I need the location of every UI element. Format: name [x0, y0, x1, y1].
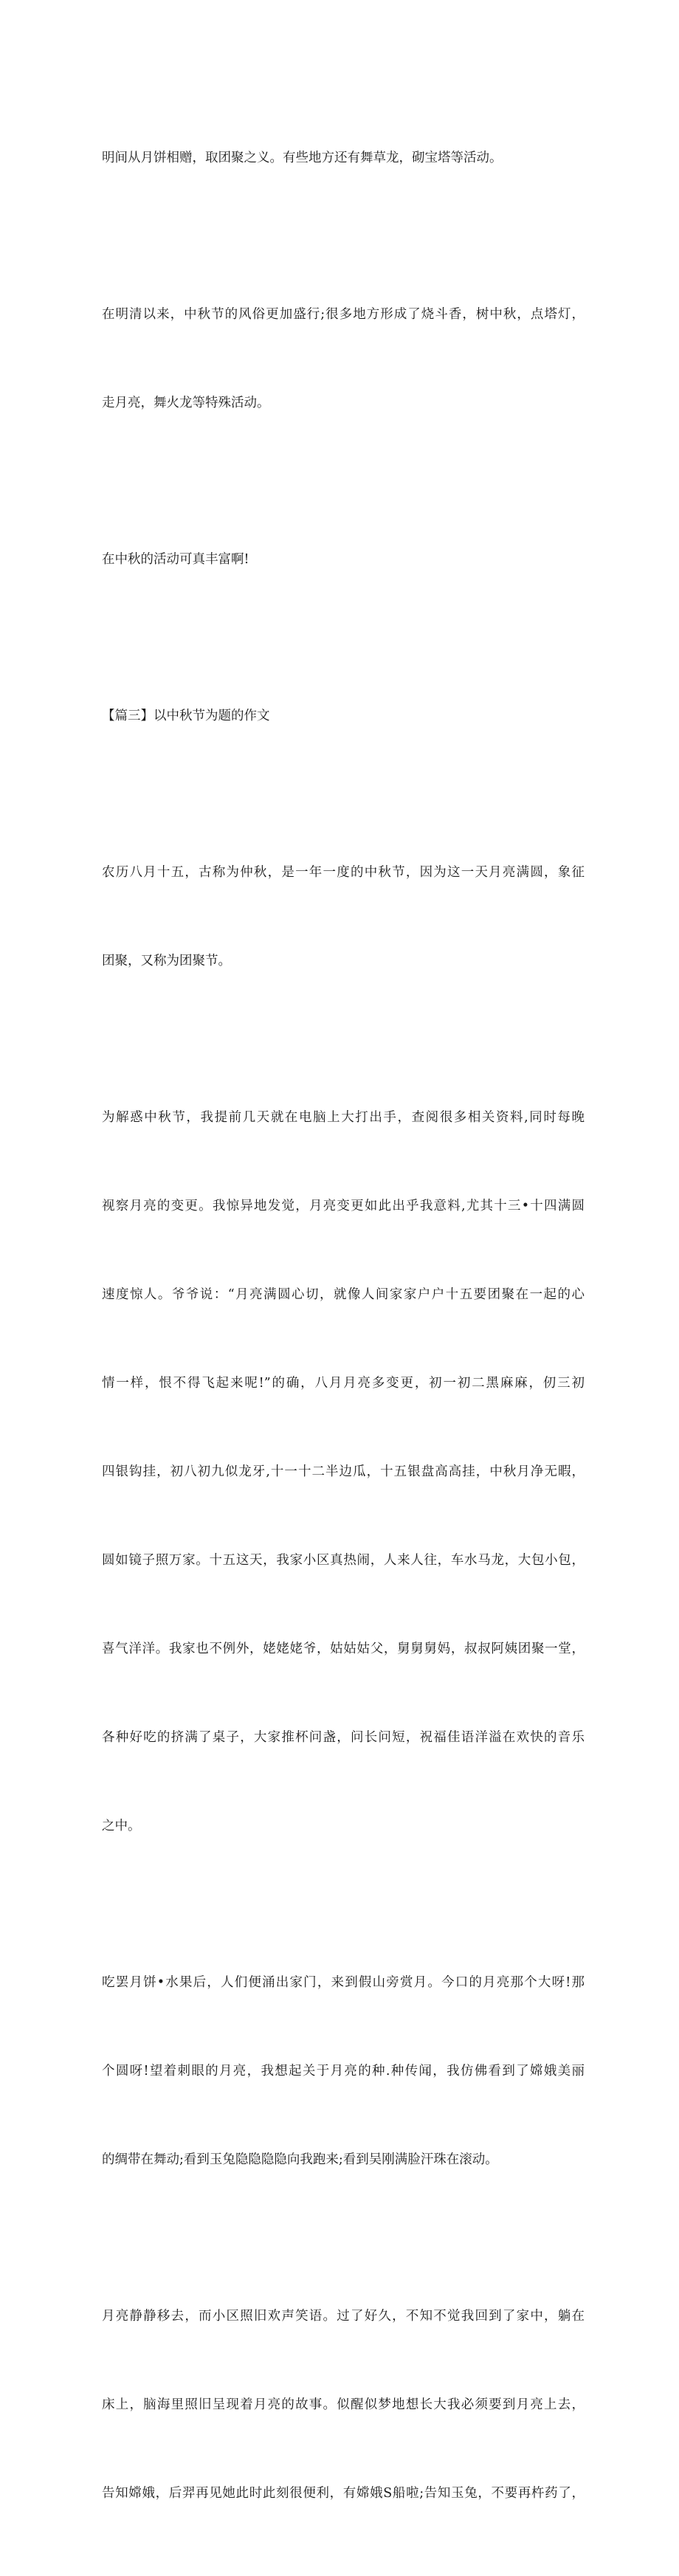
text-line: 告知嫦娥，后羿再见她此时此刻很便利，有嫦娥S船啦;告知玉兔，不要再杵药了， — [102, 2486, 585, 2501]
text-line: 明间从月饼相赠，取团聚之义。有些地方还有舞草龙，砌宝塔等活动。 — [102, 151, 503, 165]
text-line: 为解惑中秋节，我提前几天就在电脑上大打出手，查阅很多相关资料,同时每晚 — [102, 1110, 585, 1125]
article-body — [102, 84, 585, 2576]
text-line: 床上，脑海里照旧呈现着月亮的故事。似醒似梦地想长大我必须要到月亮上去， — [102, 2397, 585, 2412]
text-line: 的绸带在舞动;看到玉兔隐隐隐隐向我跑来;看到吴刚满脸汗珠在滚动。 — [102, 2152, 498, 2167]
paragraph-mooncake-gift — [102, 84, 585, 232]
text-line: 视察月亮的变更。我惊异地发觉，月亮变更如此出乎我意料,尤其十三•十四满圆 — [102, 1199, 585, 1213]
text-line: 速度惊人。爷爷说：“月亮满圆心切，就像人间家家户户十五要团聚在一起的心 — [102, 1287, 585, 1302]
text-line: 在中秋的活动可真丰富啊! — [102, 552, 249, 567]
text-line: 四银钩挂，初八初九似龙牙,十一十二半边瓜，十五银盘高高挂，中秋月净无暇， — [102, 1464, 585, 1479]
section-heading-part-three — [102, 642, 585, 790]
paragraph-research-moon — [102, 1044, 585, 1900]
text-line: 个圆呀!望着刺眼的月亮，我想起关于月亮的种.种传闻，我仿佛看到了嫦娥美丽 — [102, 2064, 585, 2079]
text-line: 农历八月十五，古称为仲秋，是一年一度的中秋节，因为这一天月亮满圆，象征 — [102, 865, 585, 880]
section-heading: 【篇三】以中秋节为题的作文 — [102, 709, 270, 723]
paragraph-dream-moon — [102, 2242, 585, 2567]
text-line: 月亮静静移去，而小区照旧欢声笑语。过了好久，不知不觉我回到了家中，躺在 — [102, 2309, 585, 2324]
text-line: 情一样，恨不得飞起来呢!”的确，八月月亮多变更，初一初二黑麻麻，仞三初 — [102, 1376, 585, 1391]
text-line: 在明清以来，中秋节的风俗更加盛行;很多地方形成了烧斗香，树中秋，点塔灯， — [102, 307, 585, 322]
text-line: 团聚，又称为团聚节。 — [102, 954, 231, 968]
text-line: 吃罢月饼•水果后，人们便涌出家门，来到假山旁赏月。今口的月亮那个大呀!那 — [102, 1975, 585, 1990]
paragraph-lunar-august — [102, 799, 585, 1035]
text-line: 之中。 — [102, 1819, 141, 1833]
text-line: 喜气洋洋。我家也不例外，姥姥姥爷，姑姑姑父，舅舅舅妈，叔叔阿姨团聚一堂， — [102, 1642, 585, 1656]
paragraph-ming-qing-customs — [102, 241, 585, 477]
paragraph-moon-viewing — [102, 1909, 585, 2234]
paragraph-activities-rich — [102, 486, 585, 633]
text-line: 各种好吃的挤满了桌子，大家推杯问盏，问长问短，祝福佳语洋溢在欢快的音乐 — [102, 1730, 585, 1745]
text-line: 圆如镜子照万家。十五这天，我家小区真热闹，人来人往，车水马龙，大包小包， — [102, 1553, 585, 1568]
text-line: 走月亮，舞火龙等特殊活动。 — [102, 396, 270, 410]
